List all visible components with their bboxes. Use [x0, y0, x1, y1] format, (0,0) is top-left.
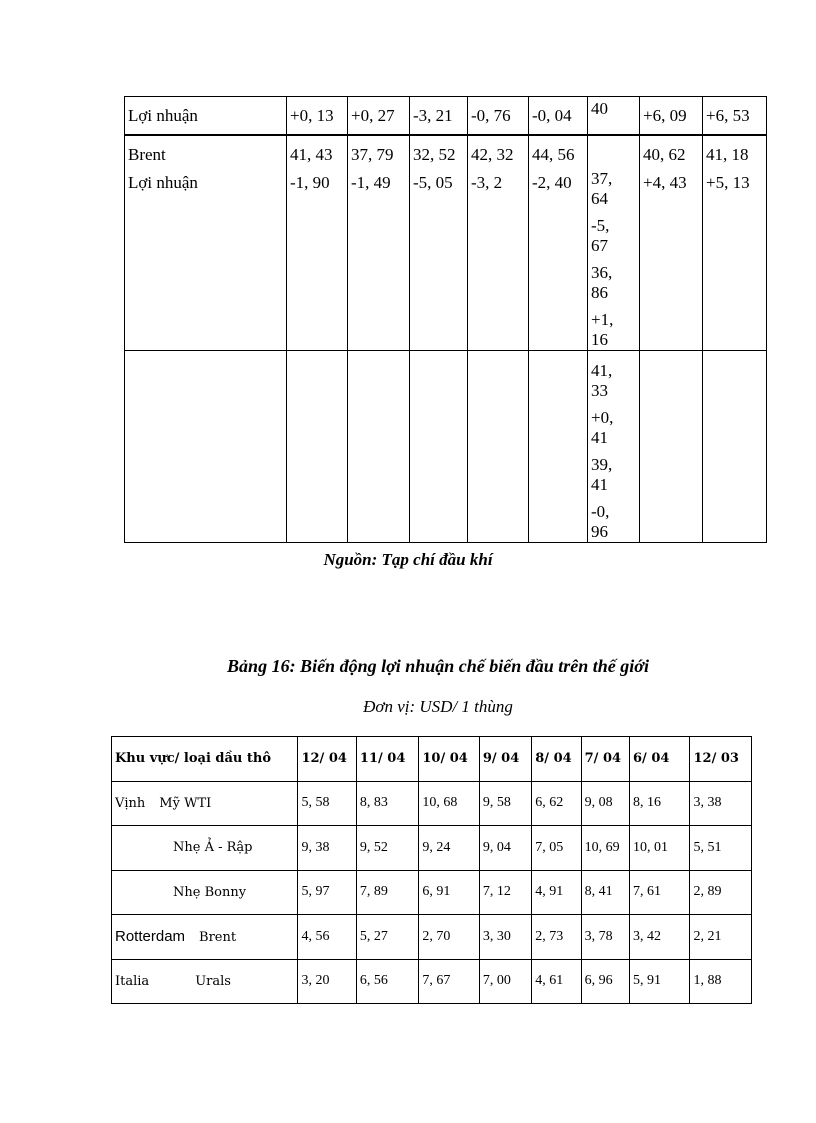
table-cell: +4, 43 [643, 172, 687, 192]
column-header: 11/ 04 [356, 737, 418, 782]
table-title: Bảng 16: Biến động lợi nhuận chế biến đầu trên thế giới [227, 656, 649, 676]
table-cell: +1, 16 [591, 309, 614, 349]
table-cell: 6, 91 [419, 870, 479, 915]
column-header: 10/ 04 [419, 737, 479, 782]
table-cell: 44, 56 [532, 144, 575, 164]
crude-type-label: Urals [195, 973, 231, 989]
table-cell: 10, 01 [630, 826, 690, 871]
column-header: 12/ 03 [690, 737, 752, 782]
table-cell: -2, 40 [532, 172, 572, 192]
table-cell: -5, 05 [413, 172, 453, 192]
table-cell: 9, 38 [298, 826, 356, 871]
table-cell: 5, 51 [690, 826, 752, 871]
table-cell: 2, 73 [532, 915, 581, 960]
table-cell: 42, 32 [471, 144, 514, 164]
table-cell: 5, 91 [630, 959, 690, 1004]
table-cell: 6, 96 [581, 959, 629, 1004]
table-cell: 39, 41 [591, 455, 613, 494]
table-header-row [112, 737, 752, 782]
table-cell: 9, 58 [479, 781, 531, 826]
table-cell: 37, 64 [591, 168, 613, 208]
table-cell: 9, 04 [479, 826, 531, 871]
crude-type-label: Nhẹ Ả - Rập [173, 840, 253, 856]
table-cell: 7, 05 [532, 826, 581, 871]
table-cell: 3, 38 [690, 781, 752, 826]
table-cell: 9, 52 [356, 826, 418, 871]
table-cell: 9, 08 [581, 781, 629, 826]
crude-type-label: Nhẹ Bonny [173, 884, 247, 900]
table-cell: +0, 27 [351, 106, 395, 125]
column-header: Khu vực/ loại dầu thô [112, 737, 298, 782]
table-cell: 4, 61 [532, 959, 581, 1004]
table-cell: 5, 58 [298, 781, 356, 826]
table-cell: 2, 70 [419, 915, 479, 960]
table-cell: 7, 12 [479, 870, 531, 915]
table-row [112, 781, 752, 826]
table-row [112, 959, 752, 1004]
column-header: 6/ 04 [630, 737, 690, 782]
table-cell: 40, 62 [643, 144, 686, 164]
column-header: 9/ 04 [479, 737, 531, 782]
crude-type-label: Brent [199, 930, 237, 946]
table-cell: 3, 20 [298, 959, 356, 1004]
table-cell: -1, 90 [290, 172, 330, 192]
table-cell: 1, 88 [690, 959, 752, 1004]
table-cell: -0, 04 [532, 106, 572, 125]
table-cell: 7, 00 [479, 959, 531, 1004]
table-cell: 10, 69 [581, 826, 629, 871]
table-cell: 41, 33 [591, 361, 613, 400]
table-cell: +6, 09 [643, 106, 687, 125]
table-unit: Đơn vị: USD/ 1 thùng [363, 697, 513, 716]
table-row [125, 97, 767, 135]
table-cell: 40 [591, 99, 608, 118]
table-cell: 7, 61 [630, 870, 690, 915]
table-row [125, 351, 767, 543]
table-cell: 9, 24 [419, 826, 479, 871]
table-cell: 7, 67 [419, 959, 479, 1004]
region-label: Rotterdam [115, 928, 186, 946]
table-cell: 3, 30 [479, 915, 531, 960]
profit-table-continuation [124, 96, 767, 543]
table-cell: 2, 89 [690, 870, 752, 915]
table-cell: 8, 83 [356, 781, 418, 826]
table-cell: +6, 53 [706, 106, 750, 125]
table-cell: -0, 96 [591, 502, 610, 541]
table-cell: 5, 97 [298, 870, 356, 915]
table-row [112, 826, 752, 871]
row-label: Lợi nhuận [128, 106, 198, 125]
table-cell: 5, 27 [356, 915, 418, 960]
crude-type-label: Mỹ WTI [159, 795, 212, 811]
table-cell: 41, 43 [290, 144, 333, 164]
table-cell: 7, 89 [356, 870, 418, 915]
table-row [125, 135, 767, 351]
column-header: 7/ 04 [581, 737, 629, 782]
table-cell: 10, 68 [419, 781, 479, 826]
table-cell: 6, 62 [532, 781, 581, 826]
table-cell: +0, 13 [290, 106, 334, 125]
table-cell: -5, 67 [591, 215, 610, 255]
table-cell: -0, 76 [471, 106, 511, 125]
row-label: Lợi nhuận [128, 172, 198, 192]
table-cell: 8, 41 [581, 870, 629, 915]
table-cell: 32, 52 [413, 144, 456, 164]
table-cell: 41, 18 [706, 144, 749, 164]
table-cell: 3, 42 [630, 915, 690, 960]
table-cell: -3, 2 [471, 172, 503, 192]
region-label: Vịnh [115, 795, 146, 811]
table-cell: 8, 16 [630, 781, 690, 826]
table-cell: 37, 79 [351, 144, 394, 164]
table-cell: -1, 49 [351, 172, 391, 192]
source-caption: Nguồn: Tạp chí đầu khí [323, 550, 493, 569]
region-label: Italia [115, 973, 150, 989]
column-header: 8/ 04 [532, 737, 581, 782]
table-cell: 6, 56 [356, 959, 418, 1004]
table-cell: 36, 86 [591, 262, 613, 302]
column-header: 12/ 04 [298, 737, 356, 782]
table-cell: +5, 13 [706, 172, 750, 192]
table-row [112, 915, 752, 960]
table-cell: 2, 21 [690, 915, 752, 960]
row-label: Brent [128, 144, 166, 164]
table-cell: +0, 41 [591, 408, 614, 447]
table-cell: -3, 21 [413, 106, 453, 125]
table-cell: 4, 91 [532, 870, 581, 915]
table-cell: 3, 78 [581, 915, 629, 960]
table-cell: 4, 56 [298, 915, 356, 960]
refining-profit-table [111, 736, 752, 1004]
table-row [112, 870, 752, 915]
